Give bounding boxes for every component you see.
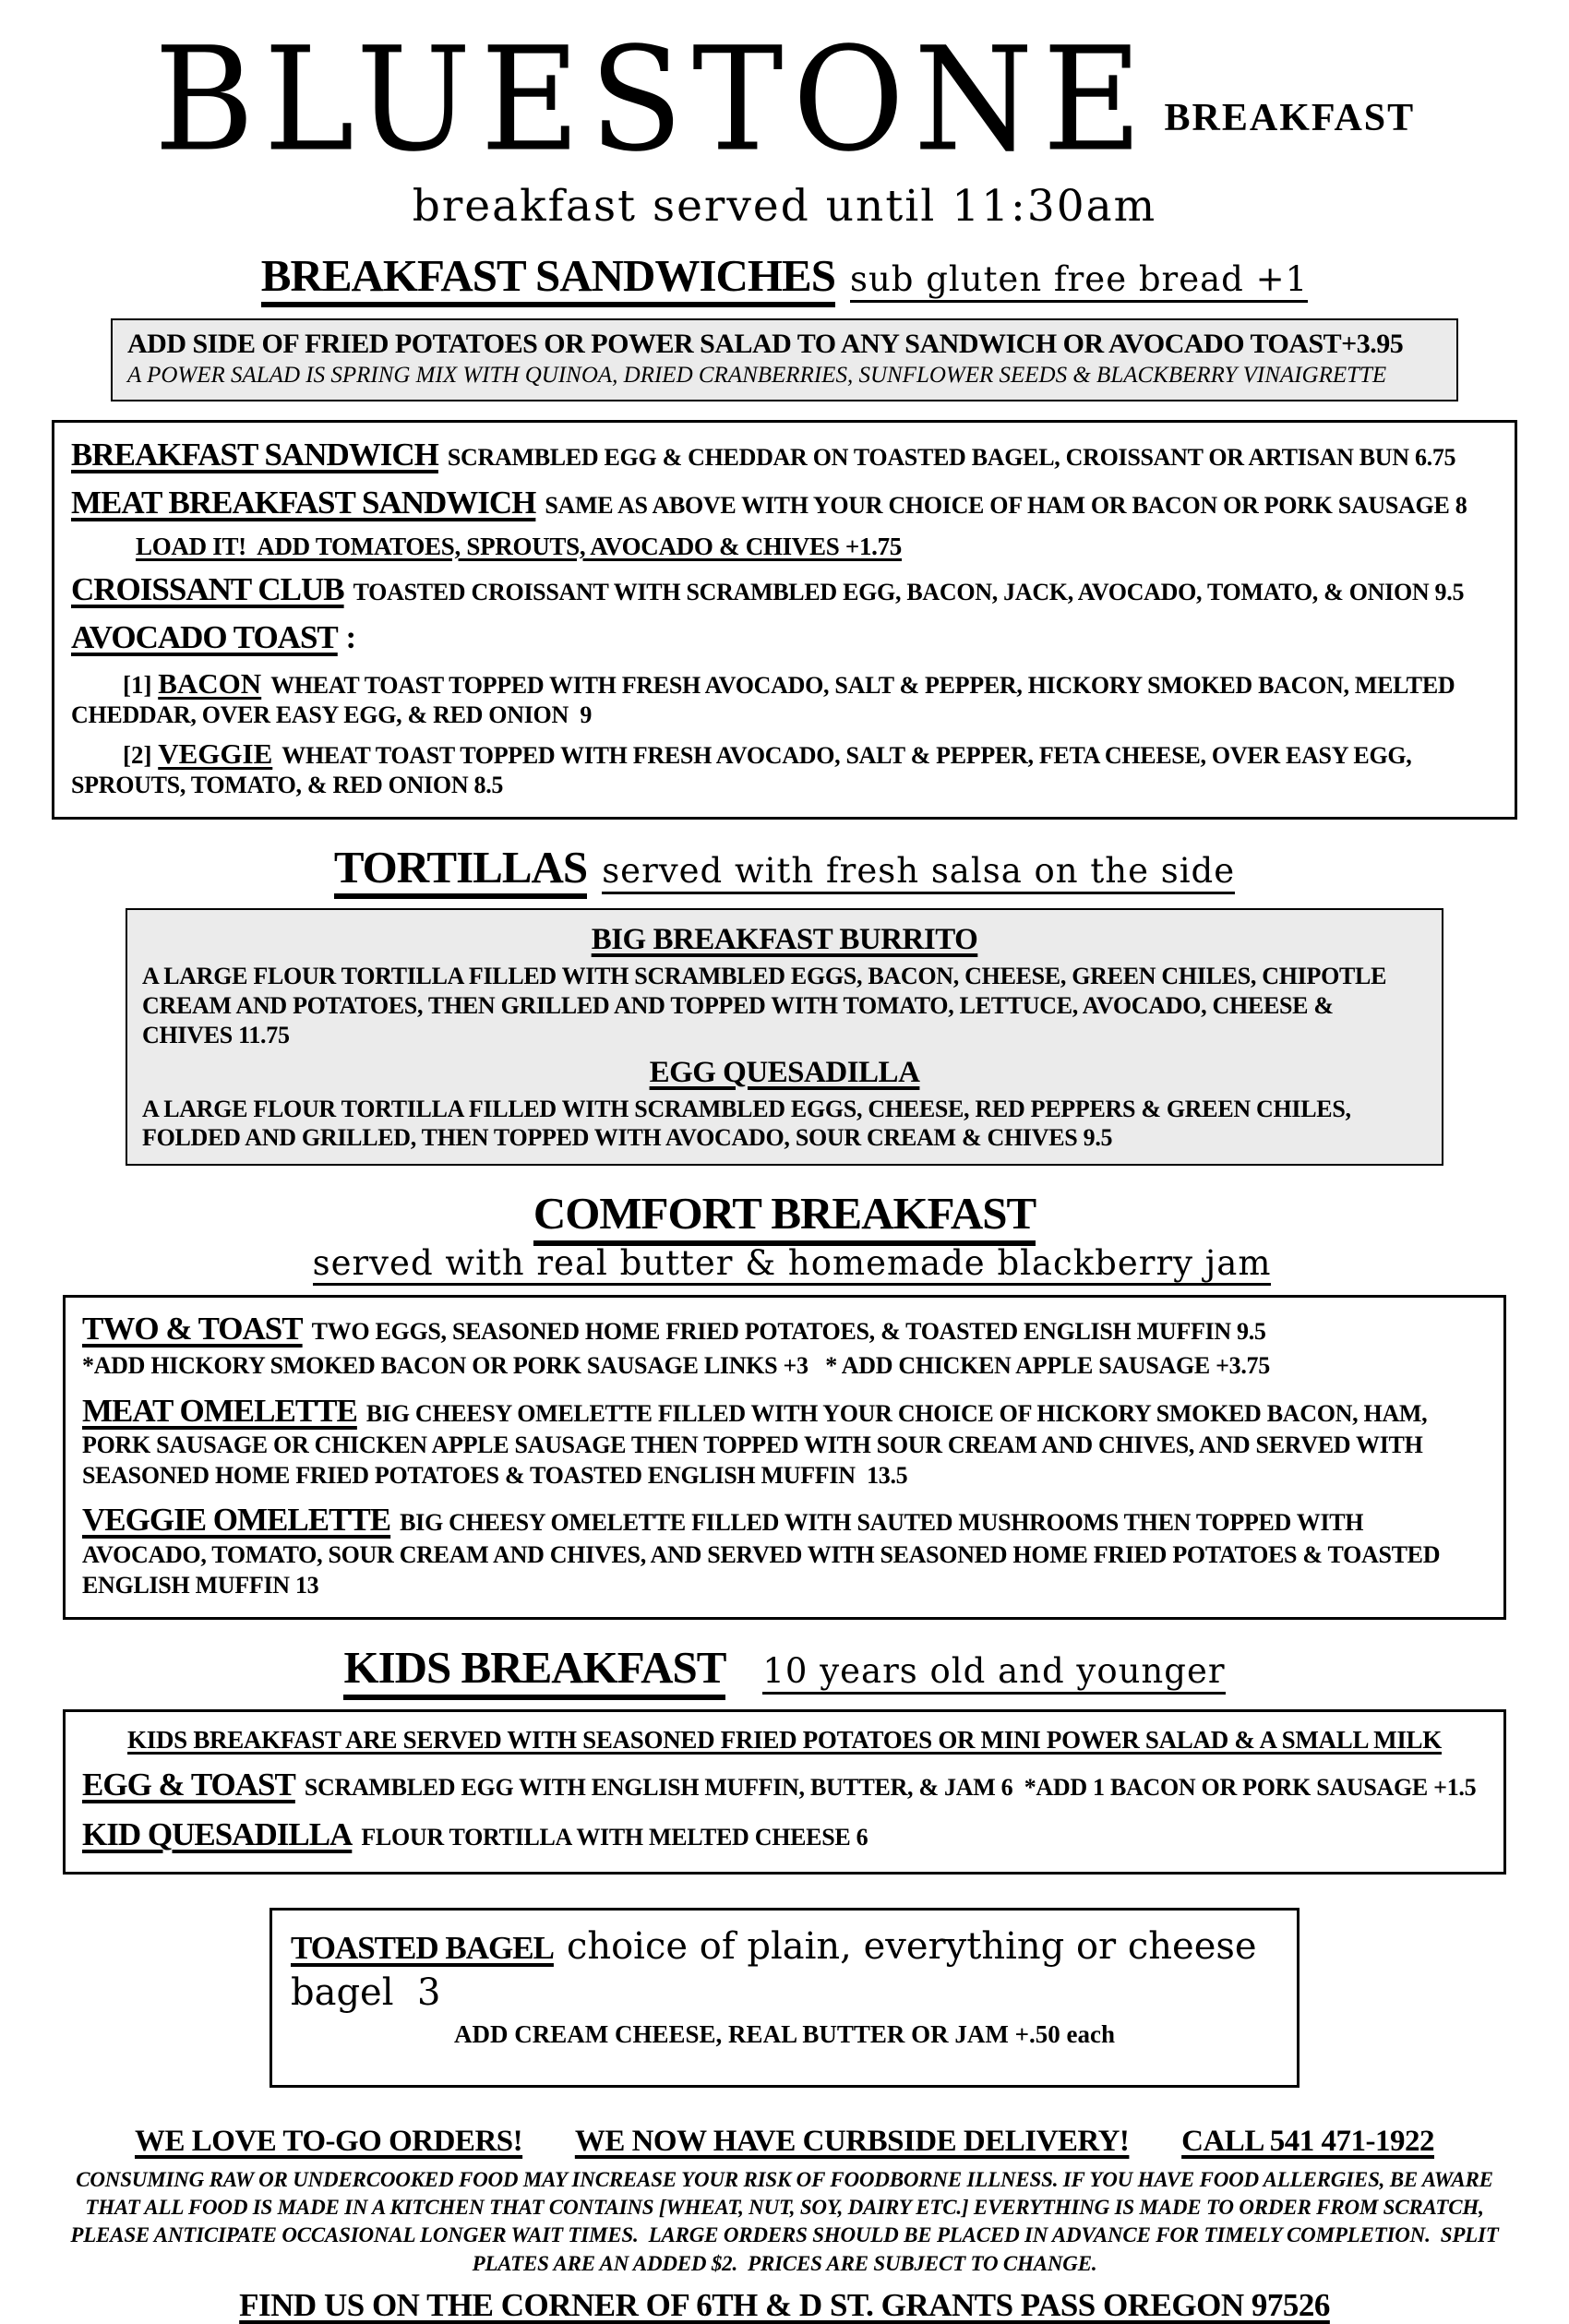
item-desc-kid-quesadilla: FLOUR TORTILLA WITH MELTED CHEESE 6 (361, 1824, 868, 1851)
menu-item-two-and-toast (82, 1309, 1487, 1349)
masthead (52, 16, 1517, 232)
comfort-box (63, 1295, 1506, 1620)
two-and-toast-add-note: *ADD HICKORY SMOKED BACON OR PORK SAUSAGE LINKS +3 * ADD CHICKEN APPLE SAUSAGE +3.75 (82, 1352, 1270, 1380)
addon-note-line2: A POWER SALAD IS SPRING MIX WITH QUINOA, DRIED CRANBERRIES, SUNFLOWER SEEDS & BLACKBERRY VINAIGRETTE (127, 363, 1387, 389)
disclaimer: CONSUMING RAW OR UNDERCOOKED FOOD MAY INCREASE YOUR RISK OF FOODBORNE ILLNESS. IF YOU HAVE FOOD ALLERGIES, BE AWARE THAT ALL FOOD IS MADE IN A KITCHEN THAT CONTAINS [WHEAT, NUT, SOY, DAIRY ETC.] EVERYTHING IS MADE TO ORDER FROM SCRATCH, PLEASE ANTICIPATE OCCASIONAL LONGER WAIT TIMES. LARGE ORDERS SHOULD BE PLACED IN ADVANCE FOR TIMELY COMPLETION. SPLIT PLATES ARE AN ADDED $2. PRICES ARE SUBJECT TO CHANGE. (70, 2167, 1504, 2275)
footer-togo-row (135, 2125, 1434, 2159)
item-desc-breakfast-sandwich: SCRAMBLED EGG & CHEDDAR ON TOASTED BAGEL, CROISSANT OR ARTISAN BUN 6.75 (447, 443, 1456, 471)
avocado-item-bacon-number: [1] (123, 670, 159, 699)
section-title-comfort-breakfast: COMFORT BREAKFAST (533, 1190, 1036, 1245)
avocado-item-veggie-name: VEGGIE (158, 737, 273, 771)
brand-breakfast-label: BREAKFAST (1164, 97, 1416, 139)
item-desc-toasted-bagel: choice of plain, everything or cheese bagel 3 (291, 1924, 1269, 2014)
section-subtitle-breakfast-sandwiches: sub gluten free bread +1 (850, 262, 1308, 303)
item-desc-two-and-toast: TWO EGGS, SEASONED HOME FRIED POTATOES, & TOASTED ENGLISH MUFFIN 9.5 (311, 1318, 1266, 1346)
item-desc-meat-omelette: BIG CHEESY OMELETTE FILLED WITH YOUR CHOICE OF HICKORY SMOKED BACON, HAM, PORK SAUSAGE OR CHICKEN APPLE SAUSAGE THEN TOPPED WITH SOUR CREAM AND CHIVES, AND SERVED WITH SEASONED HOME FRIED POTATOES & TOASTED ENGLISH MUFFIN 13.5 (82, 1399, 1433, 1489)
item-desc-veggie-omelette: BIG CHEESY OMELETTE FILLED WITH SAUTED MUSHROOMS THEN TOPPED WITH AVOCADO, TOMATO, SOUR CREAM AND CHIVES, AND SERVED WITH SEASONED HOME FRIED POTATOES & TOASTED ENGLISH MUFFIN 13 (82, 1509, 1446, 1599)
toasted-bagel-box (269, 1908, 1300, 2088)
item-name-veggie-omelette: VEGGIE OMELETTE (82, 1502, 391, 1539)
burrito-desc: A LARGE FLOUR TORTILLA FILLED WITH SCRAMBLED EGGS, BACON, CHEESE, GREEN CHILES, CHIPOTLE CREAM AND POTATOES, THEN GRILLED AND TOPPED WITH TOMATO, LETTUCE, AVOCADO, CHEESE & CHIVES 11.75 (142, 963, 1393, 1048)
curbside-note: WE NOW HAVE CURBSIDE DELIVERY! (574, 2124, 1130, 2158)
burrito-heading: BIG BREAKFAST BURRITO (591, 923, 978, 957)
avocado-item-veggie-number: [2] (123, 741, 159, 770)
avocado-toast-colon: : (337, 618, 357, 655)
item-desc-croissant-club: TOASTED CROISSANT WITH SCRAMBLED EGG, BACON, JACK, AVOCADO, TOMATO, & ONION 9.5 (353, 578, 1465, 605)
tortillas-box (126, 908, 1443, 1166)
kids-box (63, 1709, 1506, 1875)
addon-note-line1: ADD SIDE OF FRIED POTATOES OR POWER SALAD TO ANY SANDWICH OR AVOCADO TOAST+3.95 (127, 329, 1404, 360)
section-head-comfort-breakfast (52, 1190, 1517, 1286)
brand-logo: BLUESTONE (153, 16, 1152, 184)
section-title-breakfast-sandwiches: BREAKFAST SANDWICHES (261, 252, 835, 307)
section-title-tortillas: TORTILLAS (334, 844, 587, 899)
menu-item-meat-breakfast-sandwich (71, 484, 1498, 522)
bagel-add-note: ADD CREAM CHEESE, REAL BUTTER OR JAM +.50 each (454, 2019, 1115, 2048)
section-subtitle-kids-breakfast: 10 years old and younger (762, 1654, 1225, 1695)
item-name-kid-quesadilla: KID QUESADILLA (82, 1816, 353, 1853)
avocado-item-bacon (71, 666, 1498, 729)
section-title-kids-breakfast: KIDS BREAKFAST (343, 1644, 725, 1699)
section-head-breakfast-sandwiches (52, 252, 1517, 307)
section-subtitle-tortillas: served with fresh salsa on the side (602, 854, 1235, 894)
addon-note-box (111, 318, 1458, 401)
menu-item-kid-quesadilla (82, 1815, 1487, 1855)
menu-box-sandwiches (52, 420, 1517, 820)
kids-served-note: KIDS BREAKFAST ARE SERVED WITH SEASONED FRIED POTATOES OR MINI POWER SALAD & A SMALL MILK (127, 1725, 1442, 1754)
avocado-item-veggie (71, 737, 1498, 799)
item-name-meat-breakfast-sandwich: MEAT BREAKFAST SANDWICH (71, 484, 536, 521)
quesadilla-desc: A LARGE FLOUR TORTILLA FILLED WITH SCRAMBLED EGGS, CHEESE, RED PEPPERS & GREEN CHILES, FOLDED AND GRILLED, THEN TOPPED WITH AVOCADO, SOUR CREAM & CHIVES 9.5 (142, 1095, 1357, 1152)
item-name-egg-and-toast: EGG & TOAST (82, 1767, 295, 1803)
menu-item-veggie-omelette (82, 1500, 1487, 1600)
tagline: breakfast served until 11:30am (412, 181, 1157, 232)
menu-item-egg-and-toast (82, 1765, 1487, 1805)
menu-item-croissant-club (71, 570, 1498, 609)
section-head-kids-breakfast (52, 1644, 1517, 1699)
item-name-two-and-toast: TWO & TOAST (82, 1311, 303, 1348)
address-line: FIND US ON THE CORNER OF 6TH & D ST. GRANTS PASS OREGON 97526 (239, 2287, 1330, 2324)
item-name-meat-omelette: MEAT OMELETTE (82, 1392, 357, 1429)
item-desc-egg-and-toast: SCRAMBLED EGG WITH ENGLISH MUFFIN, BUTTER, & JAM 6 *ADD 1 BACON OR PORK SAUSAGE +1.5 (304, 1774, 1477, 1802)
avocado-item-bacon-desc: WHEAT TOAST TOPPED WITH FRESH AVOCADO, SALT & PEPPER, HICKORY SMOKED BACON, MELTED CHEDDAR, OVER EASY EGG, & RED ONION 9 (71, 671, 1461, 729)
address-row (52, 2287, 1517, 2324)
load-it-note: LOAD IT! ADD TOMATOES, SPROUTS, AVOCADO & CHIVES +1.75 (136, 532, 903, 560)
call-phone: CALL 541 471-1922 (1181, 2124, 1434, 2158)
item-desc-meat-breakfast-sandwich: SAME AS ABOVE WITH YOUR CHOICE OF HAM OR BACON OR PORK SAUSAGE 8 (545, 491, 1467, 519)
avocado-item-veggie-desc: WHEAT TOAST TOPPED WITH FRESH AVOCADO, SALT & PEPPER, FETA CHEESE, OVER EASY EGG, SPROUTS, TOMATO, & RED ONION 8.5 (71, 742, 1418, 799)
menu-item-toasted-bagel (291, 1923, 1278, 2016)
menu-item-breakfast-sandwich (71, 436, 1498, 474)
menu-item-meat-omelette (82, 1391, 1487, 1491)
togo-note: WE LOVE TO-GO ORDERS! (135, 2124, 523, 2158)
avocado-toast-heading (71, 618, 1498, 657)
section-head-tortillas (52, 841, 1517, 899)
avocado-toast-label: AVOCADO TOAST (71, 618, 338, 655)
item-name-croissant-club: CROISSANT CLUB (71, 570, 344, 607)
item-name-toasted-bagel: TOASTED BAGEL (291, 1929, 554, 1966)
quesadilla-heading: EGG QUESADILLA (649, 1055, 920, 1089)
avocado-item-bacon-name: BACON (158, 666, 262, 700)
section-subtitle-comfort-breakfast: served with real butter & homemade blackberry jam (313, 1246, 1272, 1287)
item-name-breakfast-sandwich: BREAKFAST SANDWICH (71, 436, 438, 473)
